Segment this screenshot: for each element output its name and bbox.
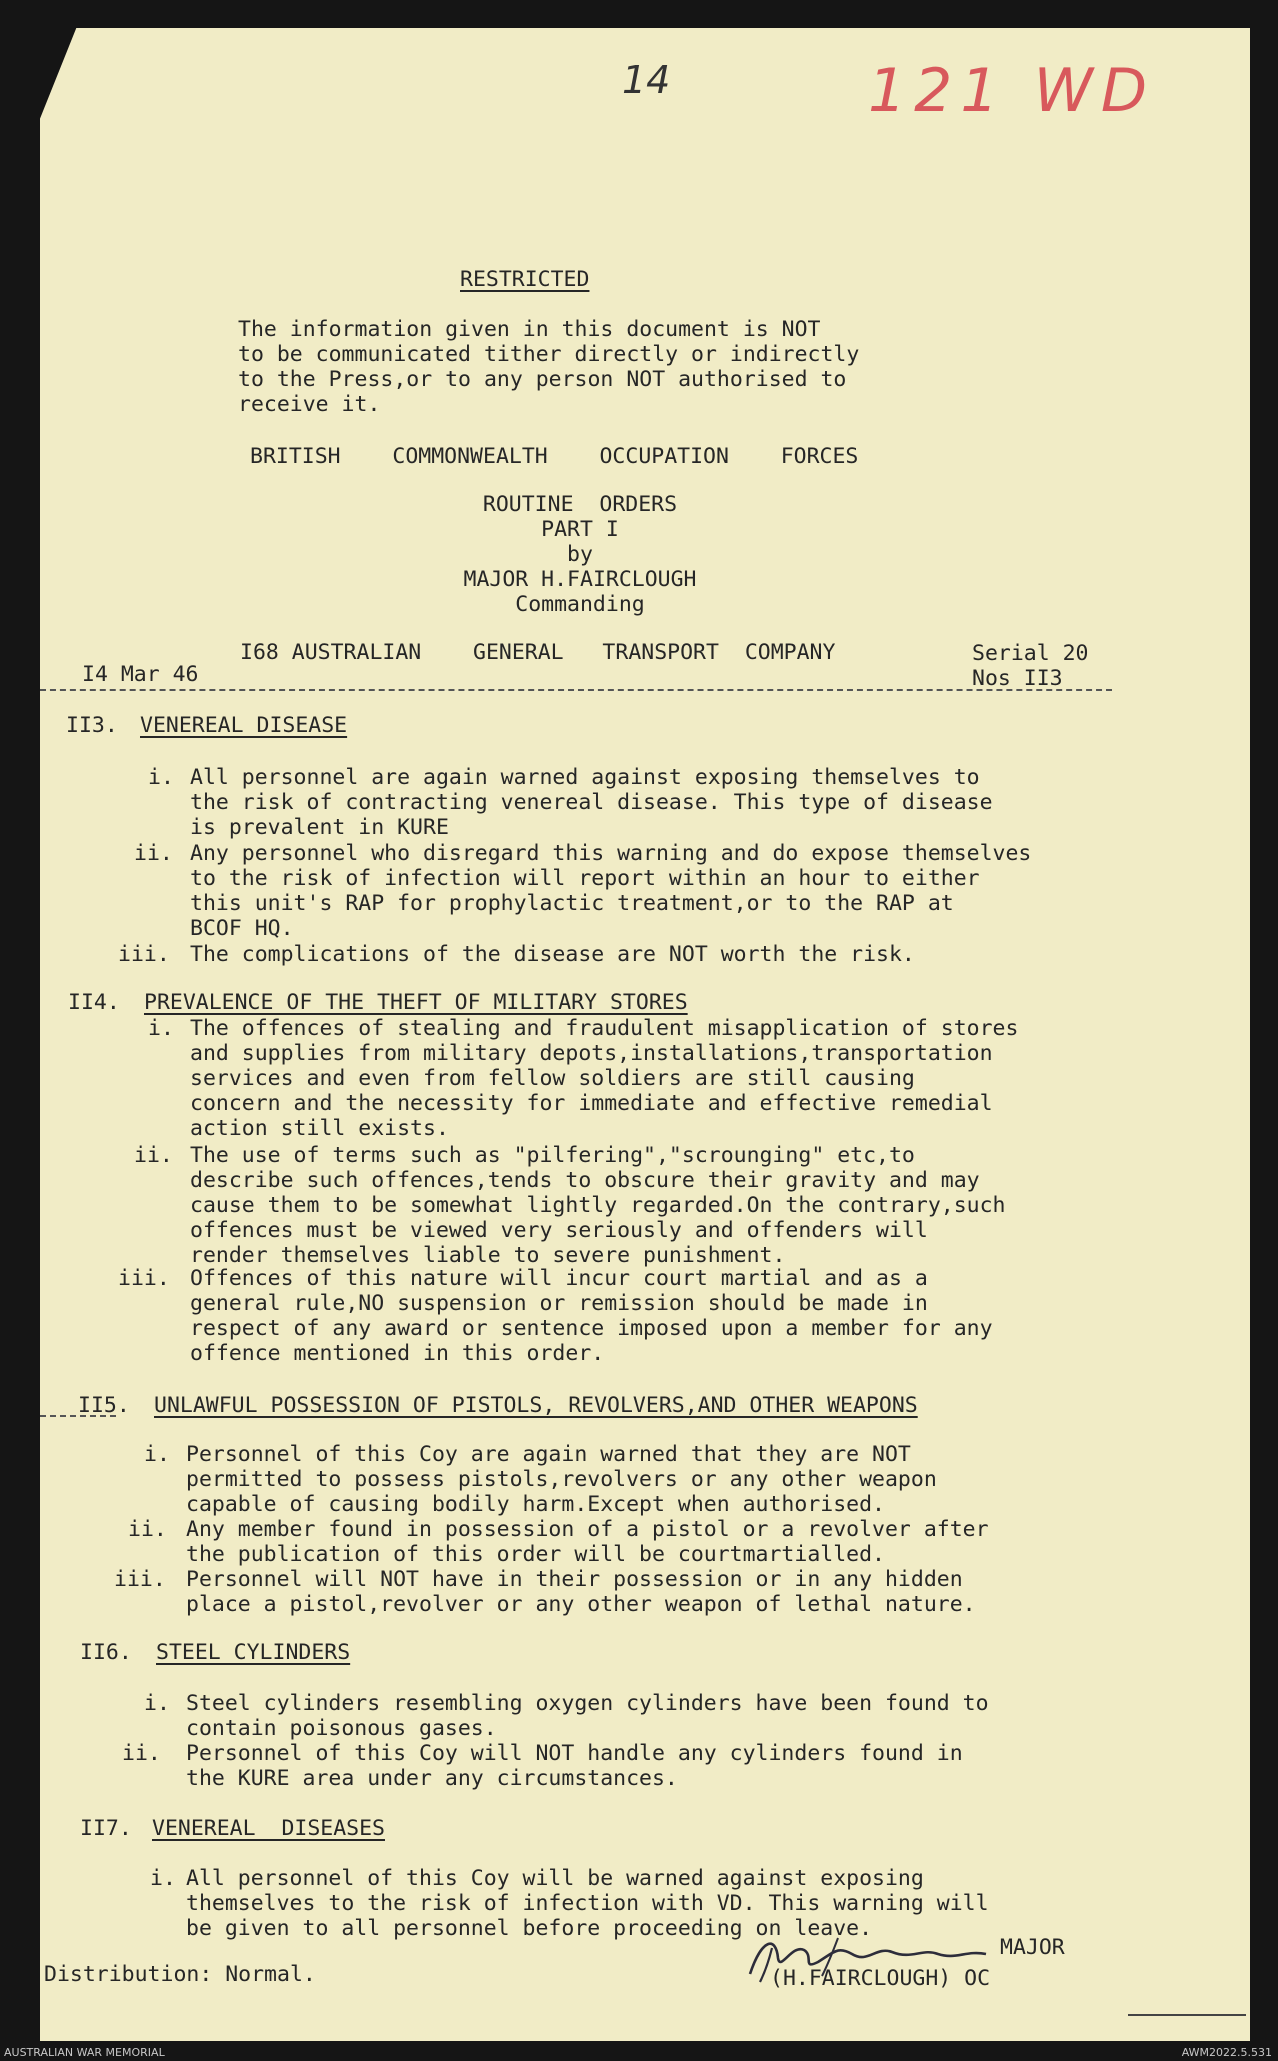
item-number: i. [148, 1016, 174, 1041]
item-text: The use of terms such as "pilfering","scrounging" etc,to describe such offences,tends to obscure their gravity and may cause them to be somewhat lightly regarded.On the contrary,such offences must be viewed very seriously and offenders will render themselves liable to severe punishment. [190, 1143, 1006, 1268]
section-number: II5. [78, 1393, 130, 1418]
item-text: All personnel are again warned against exposing themselves to the risk of contracting venereal disease. This type of disease is prevalent in KURE [190, 765, 993, 840]
item-number: ii. [128, 1517, 167, 1542]
unit-name: I68 AUSTRALIAN GENERAL TRANSPORT COMPANY [240, 640, 836, 665]
section-number: II7. [80, 1816, 132, 1841]
item-number: i. [148, 765, 174, 790]
item-number: iii. [114, 1567, 166, 1592]
item-number: i. [144, 1691, 170, 1716]
serial-number: Serial 20 Nos II3 [972, 641, 1089, 691]
item-number: i. [144, 1442, 170, 1467]
section-title: VENEREAL DISEASE [140, 713, 348, 738]
section-title: VENEREAL DISEASES [152, 1816, 385, 1841]
section-number: II3. [66, 713, 118, 738]
item-number: ii. [134, 1143, 173, 1168]
item-number: i. [150, 1866, 176, 1891]
item-text: The offences of stealing and fraudulent misapplication of stores and supplies from military depots,installations,transportation services and even from fellow soldiers are still causing concern and the necessity for immediate and effective remedial action still exists. [190, 1016, 1019, 1141]
section-title: PREVALENCE OF THE THEFT OF MILITARY STORES [144, 990, 688, 1015]
bottom-rule [1128, 2014, 1246, 2016]
item-text: The complications of the disease are NOT worth the risk. [190, 942, 915, 967]
item-text: Personnel of this Coy will NOT handle any cylinders found in the KURE area under any circumstances. [186, 1741, 963, 1791]
item-number: ii. [134, 841, 173, 866]
item-number: iii. [118, 942, 170, 967]
handwritten-page-number: 14 [622, 58, 671, 102]
force-title: BRITISH COMMONWEALTH OCCUPATION FORCES [250, 444, 859, 469]
order-title-block: ROUTINE ORDERS PART I by MAJOR H.FAIRCLOUGH Commanding [463, 492, 697, 617]
archive-credit: AUSTRALIAN WAR MEMORIAL [4, 2046, 165, 2059]
handwritten-archive-reference: 121 WD [868, 56, 1156, 126]
section-title: UNLAWFUL POSSESSION OF PISTOLS, REVOLVERS,AND OTHER WEAPONS [154, 1393, 918, 1418]
header-divider [40, 689, 1112, 691]
signatory-name: (H.FAIRCLOUGH) OC [770, 1966, 991, 1991]
restriction-notice: The information given in this document is NOT to be communicated tither directly or indirectly to the Press,or to any person NOT authorised to receive it. [238, 317, 860, 417]
item-text: Any personnel who disregard this warning and do expose themselves to the risk of infection will report within an hour to either this unit's RAP for prophylactic treatment,or to the RAP at BCOF HQ. [190, 841, 1032, 941]
item-text: Offences of this nature will incur court martial and as a general rule,NO suspension or remission should be made in respect of any award or sentence imposed upon a member for any offence mentioned in this order. [190, 1266, 993, 1366]
classification-heading: RESTRICTED [460, 267, 590, 292]
item-text: All personnel of this Coy will be warned against exposing themselves to the risk of infection with VD. This warning will be given to all personnel before proceeding on leave. [186, 1866, 989, 1941]
order-date: I4 Mar 46 [82, 662, 199, 687]
item-number: iii. [118, 1266, 170, 1291]
section-title: STEEL CYLINDERS [156, 1640, 351, 1665]
signatory-rank: MAJOR [1000, 1935, 1065, 1960]
item-text: Any member found in possession of a pistol or a revolver after the publication of this order will be courtmartialled. [186, 1517, 989, 1567]
section-number: II4. [68, 990, 120, 1015]
item-number: ii. [122, 1741, 161, 1766]
item-text: Personnel of this Coy are again warned that they are NOT permitted to possess pistols,revolvers or any other weapon capable of causing bodily harm.Except when authorised. [186, 1442, 937, 1517]
section-number: II6. [80, 1640, 132, 1665]
item-text: Personnel will NOT have in their possession or in any hidden place a pistol,revolver or any other weapon of lethal nature. [186, 1567, 976, 1617]
archive-reference-id: AWM2022.5.531 [1181, 2046, 1272, 2059]
item-text: Steel cylinders resembling oxygen cylinders have been found to contain poisonous gases. [186, 1691, 989, 1741]
distribution-line: Distribution: Normal. [44, 1962, 316, 1987]
